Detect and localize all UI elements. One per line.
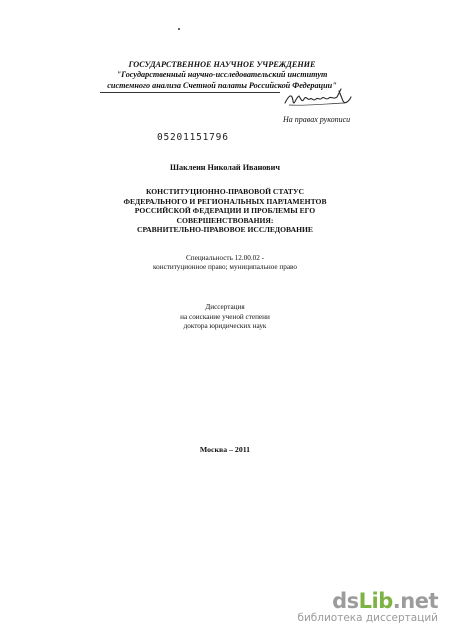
- institution-line-3: системного анализа Счетной палаты Российской Федерации": [107, 80, 337, 90]
- dslib-logo: dsLib.net: [332, 589, 438, 613]
- dissertation-title: [60, 187, 390, 235]
- degree-line: доктора юридических наук: [183, 322, 267, 331]
- title-line: КОНСТИТУЦИОННО-ПРАВОВОЙ СТАТУС: [145, 187, 305, 196]
- dslib-watermark[interactable]: [290, 589, 450, 629]
- author-name: Шаклеин Николай Иванович: [170, 163, 280, 172]
- title-line: РОССИЙСКОЙ ФЕДЕРАЦИИ И ПРОБЛЕМЫ ЕГО: [134, 206, 316, 216]
- degree-line: Диссертация: [205, 303, 245, 311]
- title-line: ФЕДЕРАЛЬНОГО И РЕГИОНАЛЬНЫХ ПАРЛАМЕНТОВ: [123, 196, 327, 206]
- title-line: СРАВНИТЕЛЬНО-ПРАВОВОЕ ИССЛЕДОВАНИЕ: [136, 225, 313, 235]
- specialty-block: [0, 254, 450, 273]
- institution-underline: [100, 92, 280, 93]
- specialty-line: Специальность 12.00.02 -: [185, 254, 264, 262]
- title-line: СОВЕРШЕНСТВОВАНИЯ:: [176, 215, 274, 225]
- scan-speck: [178, 28, 180, 30]
- institution-line-1: ГОСУДАРСТВЕННОЕ НАУЧНОЕ УЧРЕЖДЕНИЕ: [128, 60, 316, 69]
- degree-block: [0, 303, 450, 332]
- institution-line-2: "Государственный научно-исследовательский институт: [116, 70, 328, 80]
- udc-code: 05201151796: [157, 132, 229, 143]
- handwritten-signature: [283, 87, 353, 113]
- dslib-tagline: библиотека диссертаций: [297, 612, 438, 624]
- manuscript-note: На правах рукописи: [283, 115, 351, 124]
- specialty-line: конституционное право; муниципальное право: [153, 263, 297, 272]
- degree-line: на соискание ученой степени: [180, 312, 270, 321]
- city-year: Москва – 2011: [199, 445, 251, 454]
